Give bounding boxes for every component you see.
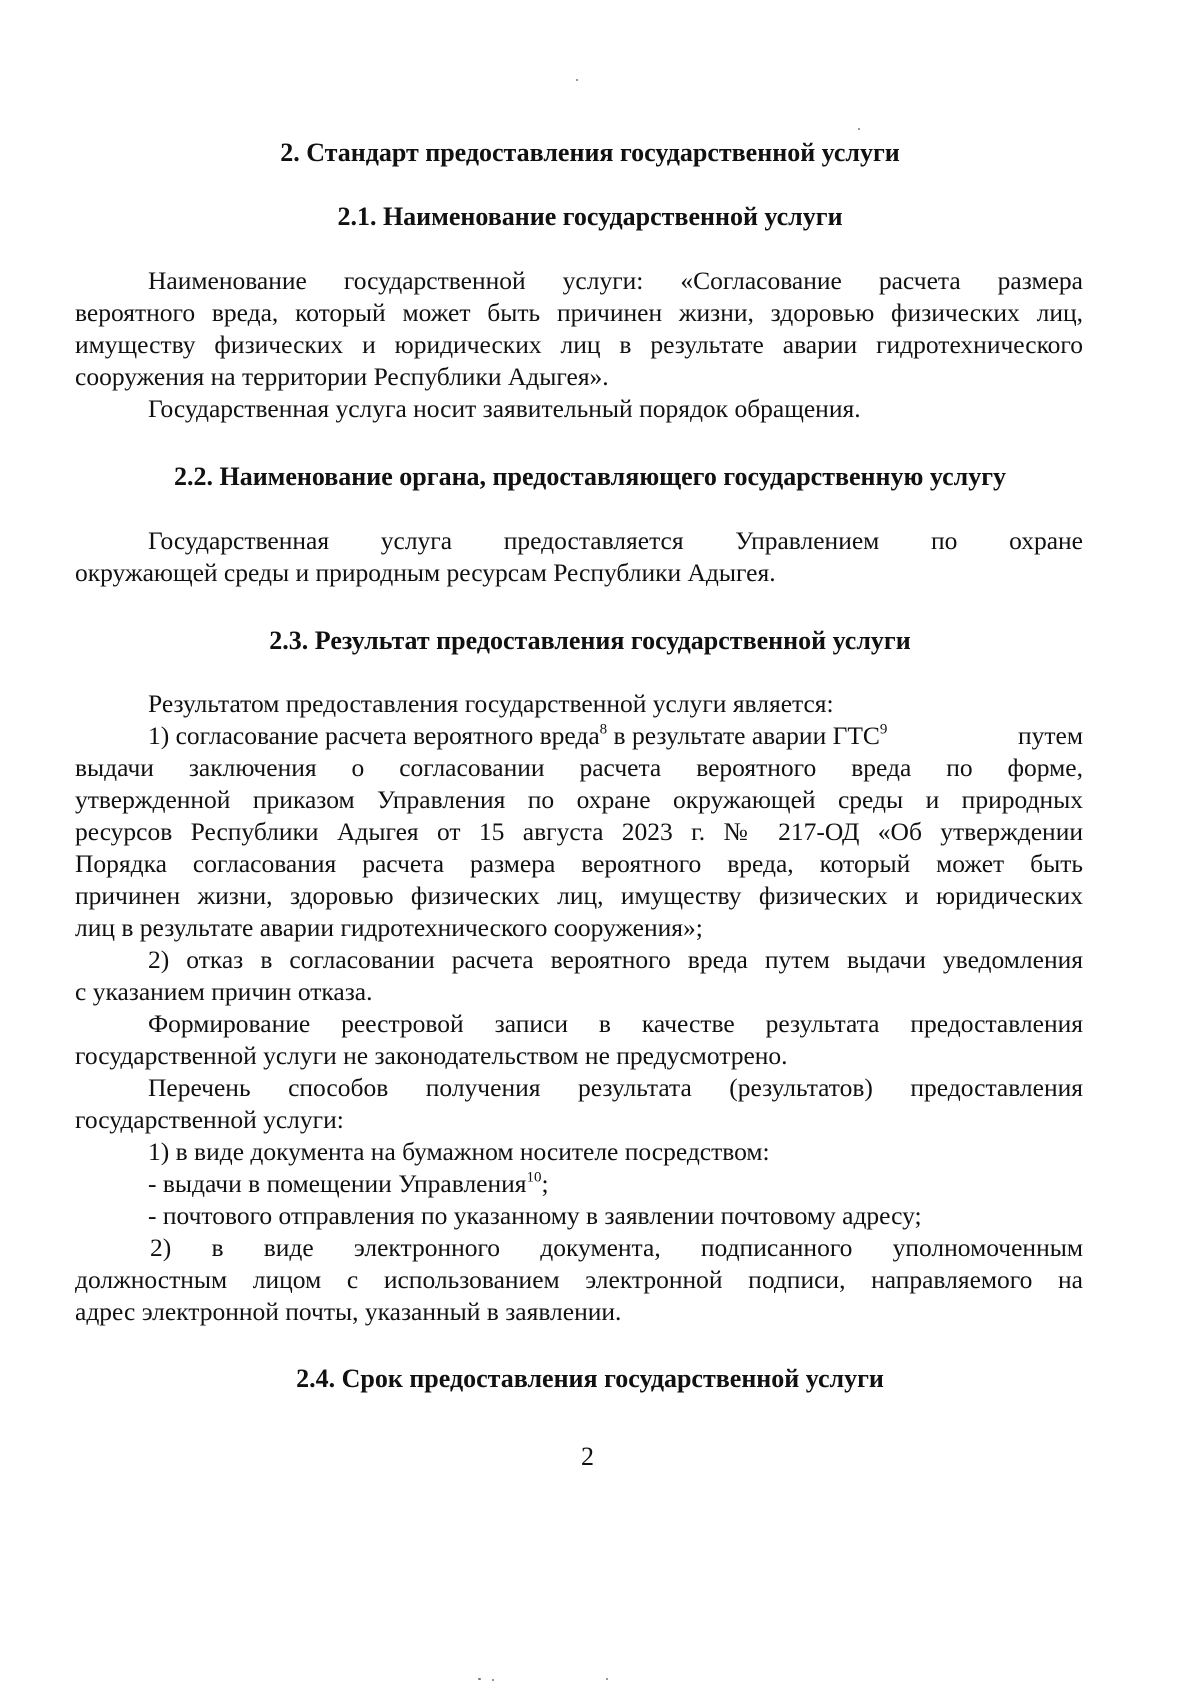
bullet-line: - почтового отправления по указанному в заявлении почтовому адресу;: [148, 1201, 922, 1230]
item-1-text: в результате аварии ГТС: [607, 721, 880, 750]
paragraph-line: окружающей среды и природным ресурсам Республики Адыгея.: [75, 558, 776, 587]
scan-speck: [478, 1678, 481, 1680]
page-number: 2: [581, 1442, 594, 1471]
section-heading: 2. Стандарт предоставления государственной услуги: [280, 138, 900, 167]
footnote-ref-9: 9: [879, 721, 888, 738]
bullet-text: ;: [541, 1169, 549, 1198]
paragraph-line: 1) в виде документа на бумажном носителе посредством:: [148, 1137, 770, 1166]
subsection-heading-2-2: 2.2. Наименование органа, предоставляющего государственную услугу: [173, 462, 1007, 491]
paragraph-line: Государственная услуга носит заявительный порядок обращения.: [148, 394, 861, 423]
paragraph-line-item-1: [148, 720, 1083, 752]
paragraph-line: 2) отказ в согласовании расчета вероятного вреда путем выдачи уведомления: [148, 945, 1083, 974]
paragraph-line: вероятного вреда, который может быть причинен жизни, здоровью физических лиц,: [75, 298, 1083, 327]
paragraph-line: государственной услуги:: [75, 1105, 344, 1134]
paragraph-line: адрес электронной почты, указанный в заявлении.: [75, 1297, 622, 1326]
bullet-text: - выдачи в помещении Управления: [148, 1169, 527, 1198]
paragraph-line: причинен жизни, здоровью физических лиц, имуществу физических и юридических: [75, 881, 1083, 910]
scan-speck: [492, 1679, 494, 1681]
scan-speck: [606, 1678, 608, 1680]
item-1-text: 1) согласование расчета вероятного вреда: [148, 721, 600, 750]
paragraph-line: утвержденной приказом Управления по охране окружающей среды и природных: [75, 785, 1083, 814]
bullet-line: [148, 1168, 549, 1200]
scan-speck: [576, 79, 578, 81]
item-1-text: путем: [1018, 721, 1083, 750]
paragraph-line: лиц в результате аварии гидротехнического сооружения»;: [75, 913, 703, 942]
footnote-ref-10: 10: [526, 1169, 542, 1186]
paragraph-line: Государственная услуга предоставляется Управлением по охране: [148, 526, 1083, 555]
paragraph-line: государственной услуги не законодательством не предусмотрено.: [75, 1041, 788, 1070]
scan-speck: [858, 128, 860, 130]
paragraph-line: Порядка согласования расчета размера вероятного вреда, который может быть: [75, 849, 1083, 878]
paragraph-line: выдачи заключения о согласовании расчета вероятного вреда по форме,: [75, 753, 1083, 782]
subsection-heading-2-4: 2.4. Срок предоставления государственной услуги: [296, 1364, 884, 1393]
paragraph-line: должностным лицом с использованием электронной подписи, направляемого на: [75, 1265, 1083, 1294]
paragraph-line: Наименование государственной услуги: «Согласование расчета размера: [148, 266, 1083, 295]
paragraph-line: Формирование реестровой записи в качестве результата предоставления: [148, 1009, 1083, 1038]
paragraph-line: сооружения на территории Республики Адыгея».: [75, 362, 609, 391]
paragraph-line: ресурсов Республики Адыгея от 15 августа 2023 г. № 217-ОД «Об утверждении: [75, 817, 1083, 846]
paragraph-line: имуществу физических и юридических лиц в результате аварии гидротехнического: [75, 330, 1083, 359]
footnote-ref-8: 8: [599, 721, 608, 738]
paragraph-line: Перечень способов получения результата (результатов) предоставления: [148, 1073, 1083, 1102]
paragraph-line: с указанием причин отказа.: [75, 977, 373, 1006]
paragraph-line: 2) в виде электронного документа, подписанного уполномоченным: [150, 1233, 1083, 1262]
subsection-heading-2-3: 2.3. Результат предоставления государственной услуги: [269, 626, 911, 655]
subsection-heading-2-1: 2.1. Наименование государственной услуги: [337, 202, 843, 231]
paragraph-line: Результатом предоставления государственной услуги является:: [148, 689, 834, 718]
